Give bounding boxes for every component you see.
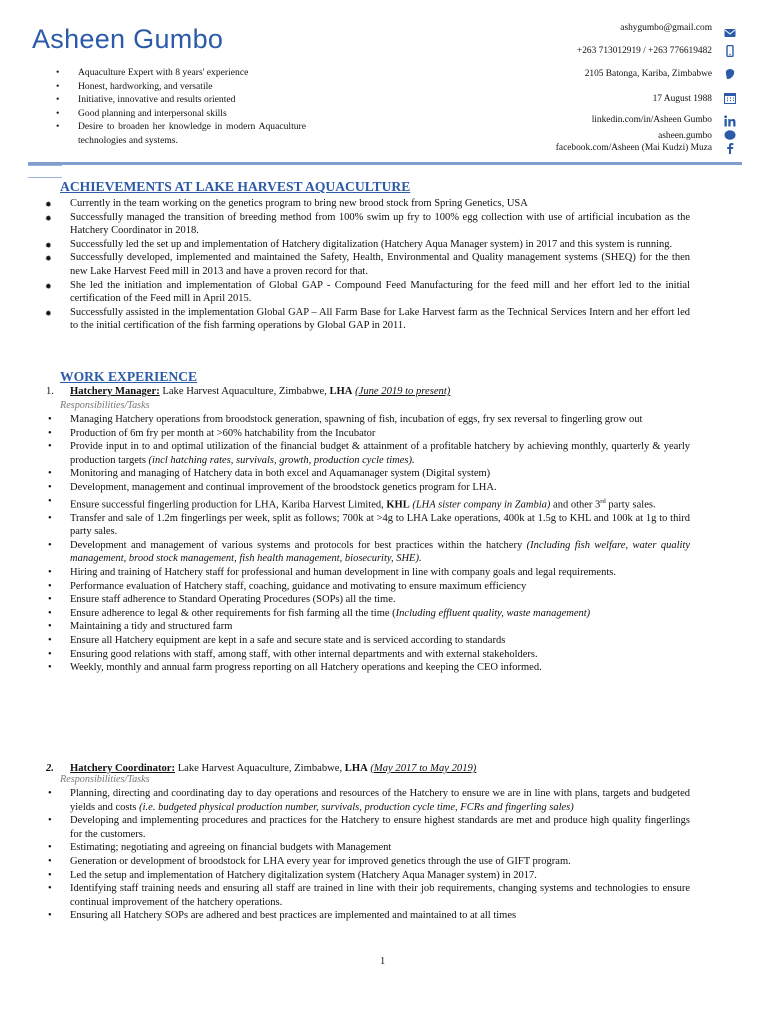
ordinal-suffix: rd — [600, 497, 606, 505]
job-company: Lake Harvest Aquaculture, Zimbabwe, — [159, 386, 330, 397]
section-title-work: WORK EXPERIENCE — [60, 369, 198, 384]
email-icon — [724, 27, 736, 39]
job-company-abbr: LHA — [344, 763, 368, 774]
job-number: 2. — [46, 763, 54, 774]
linkedin-icon — [724, 115, 736, 127]
list-item: ✹ Successfully led the set up and implementation of Hatchery digitalization (Hatchery Aqua Manager system) in 2017 and this system is running. — [0, 238, 690, 252]
list-item: • Ensure all Hatchery equipment are kept in a safe and secure state and is serviced according to standards — [0, 634, 690, 648]
list-item: ✹ Successfully developed, implemented and maintained the Safety, Health, Environmental and Quality management systems (SHEQ) for the then new Lake Harvest Feed mill in 2013 and have a proven record for that. — [0, 251, 690, 278]
task-note: (LHA sister company in Zambia) — [409, 499, 551, 511]
summary-item: • Honest, hardworking, and versatile — [56, 80, 306, 94]
summary-item: • Aquaculture Expert with 8 years' experience — [56, 66, 306, 80]
summary-item: • Desire to broaden her knowledge in modern Aquaculture technologies and systems. — [56, 120, 306, 147]
divider-stub — [28, 177, 62, 178]
summary-item: • Initiative, innovative and results oriented — [56, 93, 306, 107]
list-item: • Performance evaluation of Hatchery staff, coaching, guidance and motivating to ensure maximum efficiency — [0, 580, 690, 594]
list-item: • Identifying staff training needs and ensuring all staff are trained in line with their job requirements, changing systems and technologies to ensure continual improvement of the hatchery operations. — [0, 882, 690, 909]
responsibilities-label: Responsibilities/Tasks — [60, 774, 150, 785]
task-text: party sales. — [605, 499, 656, 511]
job-company: Lake Harvest Aquaculture, Zimbabwe, — [175, 763, 345, 774]
task-note: (incl hatching rates, survivals, growth, production cycle times). — [148, 454, 415, 466]
list-item: • Monitoring and managing of Hatchery data in both excel and Aquamanager system (Digital system) — [0, 467, 690, 481]
calendar-icon — [724, 92, 736, 104]
page-number: 1 — [380, 956, 386, 967]
job-dates: (June 2019 to present) — [355, 386, 451, 397]
list-item: ✹ Successfully assisted in the implementation Global GAP – All Farm Base for Lake Harvest farm as the Technical Services Intern and her effort led to the initial certification of the fish farming operations by Global GAP in 2011. — [0, 306, 690, 333]
contact-facebook[interactable]: facebook.com/Asheen (Mai Kudzi) Muza — [555, 143, 712, 153]
header-divider — [28, 162, 742, 165]
list-item — [0, 440, 690, 467]
list-item: • Ensuring good relations with staff, among staff, with other internal departments and with external stakeholders. — [0, 648, 690, 662]
list-item: • Hiring and training of Hatchery staff for professional and human development in line with company goals and legal requirements. — [0, 566, 690, 580]
summary-list — [56, 66, 306, 147]
task-note: (i.e. budgeted physical production number, survivals, production cycle time, FCRs and fingerling sales) — [139, 801, 574, 813]
list-item: • Maintaining a tidy and structured farm — [0, 620, 690, 634]
list-item: • Weekly, monthly and annual farm progress reporting on all Hatchery operations and keeping the CEO informed. — [0, 661, 690, 675]
skype-icon — [724, 129, 736, 141]
map-pin-icon — [724, 68, 736, 80]
list-item: • Generation or development of broodstock for LHA every year for improved genetics through the use of GIFT program. — [0, 855, 690, 869]
list-item: • Led the setup and implementation of Hatchery digitalization system (Hatchery Aqua Manager system) in 2017. — [0, 869, 690, 883]
job-header — [46, 763, 476, 774]
task-text: Planning, directing and coordinating day to day operations and resources of the Hatchery to ensure we are in line with plans, targets and budgeted yields and costs — [70, 788, 690, 813]
divider-stub — [28, 165, 62, 166]
list-item: • Estimating; negotiating and agreeing on financial budgets with Management — [0, 841, 690, 855]
job-company-abbr: LHA — [329, 386, 353, 397]
list-item: • Development, management and continual improvement of the broodstock genetics program for LHA. — [0, 481, 690, 495]
contact-phone[interactable]: +263 713012919 / +263 776619482 — [576, 46, 712, 56]
list-item — [0, 787, 690, 814]
list-item: • Managing Hatchery operations from broodstock generation, spawning of fish, incubation of eggs, fry sex reversal to fingerling grow out — [0, 413, 690, 427]
list-item — [0, 495, 690, 512]
job-header — [46, 386, 450, 397]
phone-icon — [724, 45, 736, 57]
summary-item: • Good planning and interpersonal skills — [56, 107, 306, 121]
task-text: and other 3 — [550, 499, 601, 511]
contact-dob: 17 August 1988 — [652, 94, 712, 104]
responsibilities-label: Responsibilities/Tasks — [60, 400, 150, 411]
task-text: Ensure adherence to legal & other requirements for fish farming all the time ( — [70, 607, 396, 619]
candidate-name: Asheen Gumbo — [32, 24, 224, 54]
contact-skype[interactable]: asheen.gumbo — [658, 131, 712, 141]
list-item: • Ensure staff adherence to Standard Operating Procedures (SOPs) all the time. — [0, 593, 690, 607]
job-role: Hatchery Manager: — [70, 386, 160, 397]
job-dates: (May 2017 to May 2019) — [370, 763, 477, 774]
task-text: Development and management of various systems and protocols for best practices within the hatchery — [70, 539, 527, 551]
section-title-achievements: ACHIEVEMENTS AT LAKE HARVEST AQUACULTURE — [60, 179, 411, 194]
task-note: (Including fish welfare, water quality management, brood stock management, fish health management, biosecurity, SHE). — [70, 539, 691, 565]
list-item: • Production of 6m fry per month at >60% hatchability from the Incubator — [0, 427, 690, 441]
contact-linkedin[interactable]: linkedin.com/in/Asheen Gumbo — [591, 115, 712, 125]
job2-tasks — [0, 787, 690, 923]
list-item — [0, 539, 690, 566]
job1-tasks — [0, 413, 690, 675]
facebook-icon — [724, 142, 736, 154]
list-item: • Developing and implementing procedures and practices for the Hatchery to ensure highest standards are met and produce high quality fingerlings for the customers. — [0, 814, 690, 841]
task-text: Ensure successful fingerling production for LHA, Kariba Harvest Limited, — [70, 499, 387, 511]
achievements-list — [0, 197, 690, 333]
task-abbr: KHL — [386, 499, 410, 511]
list-item: ✹ Currently in the team working on the genetics program to bring new brood stock from Spring Genetics, USA — [0, 197, 690, 211]
list-item: • Transfer and sale of 1.2m fingerlings per week, split as follows; 700k at >4g to LHA Lake operations, 400k at 1.5g to KHL and 100k at 1g to third party sales. — [0, 512, 690, 539]
list-item: ✹ Successfully managed the transition of breeding method from 100% swim up fry to 100% egg collection with use of artificial incubation as the Hatchery Coordinator in 2018. — [0, 211, 690, 238]
list-item — [0, 607, 690, 621]
list-item: ✹ She led the initiation and implementation of Global GAP - Compound Feed Manufacturing for the feed mill and her effort led to the initial certification of the Feed mill in April 2015. — [0, 279, 690, 306]
contact-email[interactable]: ashygumbo@gmail.com — [620, 23, 712, 33]
job-number: 1. — [46, 386, 54, 397]
job-role: Hatchery Coordinator: — [70, 763, 176, 774]
task-note: Including effluent quality, waste management) — [395, 607, 591, 619]
list-item: • Ensuring all Hatchery SOPs are adhered and best practices are implemented and maintained to at all times — [0, 909, 690, 923]
task-text: Provide input in to and optimal utilization of the financial budget & attainment of a profitable hatchery by achieving monthly, quarterly & yearly production targets — [70, 441, 690, 466]
contact-address: 2105 Batonga, Kariba, Zimbabwe — [584, 69, 712, 79]
